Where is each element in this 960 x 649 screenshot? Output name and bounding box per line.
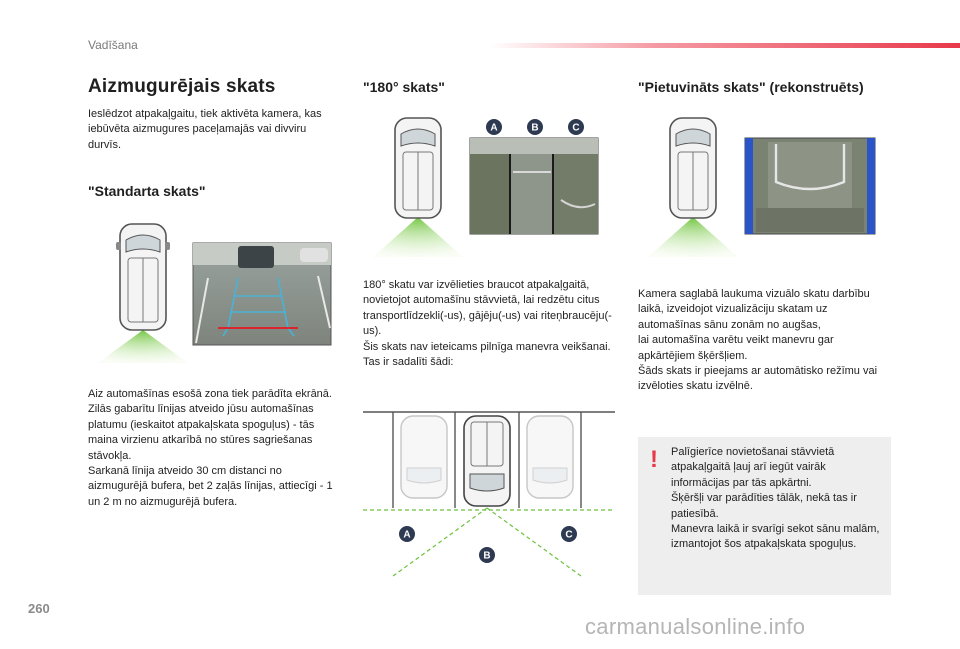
zoom-camera-screen (745, 138, 875, 234)
page-title: Aizmugurējais skats (88, 76, 276, 97)
zone-label-c: C (572, 122, 580, 134)
standard-camera-screen (193, 243, 331, 345)
warning-note-text (671, 445, 883, 553)
diagram-label-a: A (403, 529, 411, 541)
page-number: 260 (28, 601, 50, 616)
standard-view-illustration (88, 218, 338, 366)
van-top-icon (670, 118, 716, 218)
180-view-heading: "180° skats" (363, 79, 445, 95)
parked-van-left (401, 416, 447, 498)
180-view-text (363, 278, 621, 370)
zoom-view-paragraph: Kamera saglabā laukuma vizuālo skatu darbību laikā, izveidojot vizualizāciju skatam uz automašīnas sānu zonām no augšas, lai automašīna varētu veikt manevru gar apkārtējiem šķēršļiem. Šāds skats ir pieejams ar automātisko režīmu vai izvēloties skatu izvēlnē. (638, 288, 878, 393)
camera-zone-labels (486, 119, 584, 135)
section-title: Vadīšana (88, 38, 138, 52)
header-accent-bar (490, 43, 960, 48)
camera-cone (373, 217, 463, 257)
warning-icon: ! (650, 446, 658, 473)
standard-view-paragraph: Aiz automašīnas esošā zona tiek parādīta ekrānā. Zilās gabarītu līnijas atveido jūsu automašīnas platumu (ieskaitot atpakaļskata spoguļus) - tās maina virzienu atkarībā no stūres sagriešanas stāvokļa. Sarkanā līnija atveido 30 cm distanci no aizmugurējā bufera, bet 2 zaļās līnijas, attiecīgi - 1 un 2 m no aizmugurējā bufera. (88, 388, 333, 508)
camera-cone (648, 217, 738, 257)
van-top-icon (116, 224, 170, 330)
standard-view-text (88, 387, 340, 510)
van-top-icon (395, 118, 441, 218)
zoom-view-heading: "Pietuvināts skats" (rekonstruēts) (638, 79, 864, 95)
zone-label-a: A (490, 122, 498, 134)
zoom-view-text (638, 287, 888, 395)
diagram-zone-labels (399, 526, 577, 563)
180-view-paragraph: 180° skatu var izvēlieties braucot atpakaļgaitā, novietojot automašīnu stāvvietā, lai redzētu citus transportlīdzekli(-us), gājēju(-us) vai riteņbraucēju(-us). Šis skats nav ieteicams pilnīga manevra veikšanai. Tas ir sadalīti šādi: (363, 279, 612, 369)
diagram-label-b: B (483, 550, 491, 562)
parking-zones-diagram (363, 408, 615, 578)
zone-label-b: B (531, 122, 539, 134)
zoom-view-illustration (638, 112, 888, 260)
watermark: carmanualsonline.info (585, 614, 806, 639)
standard-view-heading: "Standarta skats" (88, 183, 206, 199)
intro-text (88, 107, 328, 153)
camera-cone (98, 330, 188, 363)
intro-paragraph: Ieslēdzot atpakaļgaitu, tiek aktivēta kamera, kas iebūvēta aizmugures paceļamajās vai divviru durvīs. (88, 108, 322, 151)
diagram-label-c: C (565, 529, 573, 541)
parked-van-right (527, 416, 573, 498)
reversing-van (464, 416, 510, 506)
180-view-illustration (363, 112, 613, 260)
warning-note-paragraph: Palīgierīce novietošanai stāvvietā atpakaļgaitā ļauj arī iegūt vairāk informācijas par tās apkārtni. Šķēršļi var parādīties tālāk, nekā tas ir patiesībā. Manevra laikā ir svarīgi sekot sānu malām, izmantojot šos atpakaļskata spoguļus. (671, 446, 880, 551)
180-camera-screen (470, 138, 598, 234)
